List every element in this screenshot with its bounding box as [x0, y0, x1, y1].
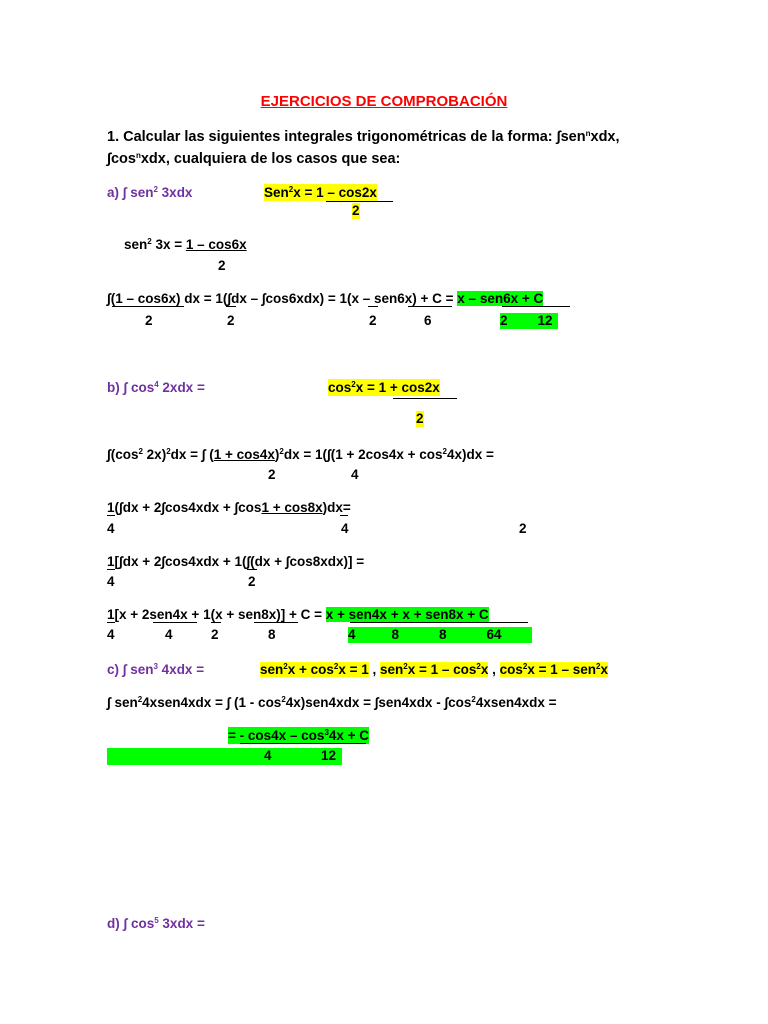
- denominator: 4: [341, 521, 349, 536]
- denominator: 2: [211, 627, 219, 642]
- denominator: 2: [227, 313, 235, 328]
- exercise-b-step-2: 1(∫dx + 2∫cos4xdx + ∫cos1 + cos8x)dx=: [107, 500, 351, 515]
- exercise-c-result: = - $\cos 4x - \cos^34x + C$: [228, 728, 370, 743]
- denominator: 4: [165, 627, 173, 642]
- fraction-bar: [153, 622, 197, 623]
- exercise-a-step-1-denominator: 2: [218, 258, 226, 273]
- fraction-bar: [107, 569, 115, 570]
- denominator: 2: [248, 574, 256, 589]
- denominator: 8: [268, 627, 276, 642]
- intro-line-2: $\int\cos^nxdx$, cualquiera de los casos que sea:: [107, 151, 401, 167]
- fraction-bar: [107, 622, 115, 623]
- fraction-bar: [368, 306, 378, 307]
- fraction-bar: [240, 743, 366, 744]
- fraction-bar: [247, 569, 257, 570]
- denominator: 4: [107, 574, 115, 589]
- denominator: 2: [519, 521, 527, 536]
- intro-line-1: 1. Calcular las siguientes integrales trigonométricas de la forma: ∫sen$^n$xdx,: [107, 129, 620, 145]
- identity-1: $sen^2x + \cos^2x = 1$: [260, 662, 369, 677]
- exercise-c-label: c) ∫ sen$^3$ 4xdx =: [107, 662, 205, 677]
- denominator: 2: [145, 313, 153, 328]
- exercise-a-step-1: sen$^2$ 3x = 1 – cos6x: [124, 237, 247, 252]
- fraction-bar: [326, 201, 393, 202]
- exercise-b-identity: $\cos^2x = 1 + \cos 2x$: [328, 380, 440, 395]
- exercise-c-result-denominators: 4 12: [107, 748, 342, 765]
- denominator: 4: [107, 521, 115, 536]
- exercise-b-identity-denominator: 2: [416, 411, 424, 426]
- fraction-bar: [393, 398, 457, 399]
- page-title: EJERCICIOS DE COMPROBACIÓN: [260, 93, 508, 110]
- identity-2: $sen^2x = 1 - \cos^2x$: [380, 662, 489, 677]
- exercise-b-label: b) ∫ $\cos^4 2xdx$ =: [107, 380, 205, 395]
- fraction-bar: [502, 306, 570, 307]
- fraction-bar: [226, 306, 236, 307]
- exercise-c-step-1: ∫ sen$^2$4xsen4xdx = ∫ $(1 - \cos^24x)sen4xdx = \int sen4xdx$ - $\int\cos^24xsen4xdx$ =: [107, 695, 557, 710]
- denominator: 4: [351, 467, 359, 482]
- fraction-bar: [340, 515, 348, 516]
- exercise-a-step-2: ∫(1 – cos6x) dx = 1(∫dx – ∫cos6xdx) = 1(x – sen6x) + C = x – sen6x + C: [107, 291, 544, 306]
- exercise-a-identity-denominator: 2: [352, 203, 360, 218]
- exercise-a-identity: Sen$^2$x = 1 – cos2x: [264, 185, 377, 200]
- denominator: 4: [107, 627, 115, 642]
- fraction-bar: [254, 622, 298, 623]
- exercise-c-identities: $sen^2x + \cos^2x = 1$ , $sen^2x = 1 - \cos^2x$ , $\cos^2x = 1 - sen^2x$: [260, 662, 609, 677]
- exercise-b-step-4: 1[x + 2sen4x + 1(x + sen8x)] + C = x + sen4x + x + sen8x + C: [107, 607, 489, 622]
- identity-3: $\cos^2x = 1 - sen^2x$: [499, 662, 609, 677]
- exercise-b-result-denominators: 4 8 8 64: [348, 627, 532, 643]
- fraction-bar: [350, 622, 528, 623]
- denominator: 6: [424, 313, 432, 328]
- fraction-bar: [107, 515, 115, 516]
- exercise-a-result-denominators: 2 12: [500, 313, 558, 329]
- exercise-b-step-1: $\int(\cos^2$ 2x)$^2$dx = ∫ $(1 + \cos 4x)^2dx = 1(\int(1 + 2\cos 4x + \cos^24x)dx$ =: [107, 447, 494, 462]
- fraction-bar: [112, 306, 184, 307]
- exercise-d-label: d) ∫ $\cos^5 3xdx$ =: [107, 916, 205, 931]
- denominator: 2: [268, 467, 276, 482]
- exercise-b-step-3: 1[∫dx + 2∫cos4xdx + 1(∫(dx + ∫cos8xdx)] =: [107, 554, 365, 569]
- exercise-a-label: a) ∫ sen$^2$ 3xdx: [107, 185, 193, 200]
- fraction-bar: [408, 306, 452, 307]
- denominator: 2: [369, 313, 377, 328]
- fraction-bar: [211, 622, 221, 623]
